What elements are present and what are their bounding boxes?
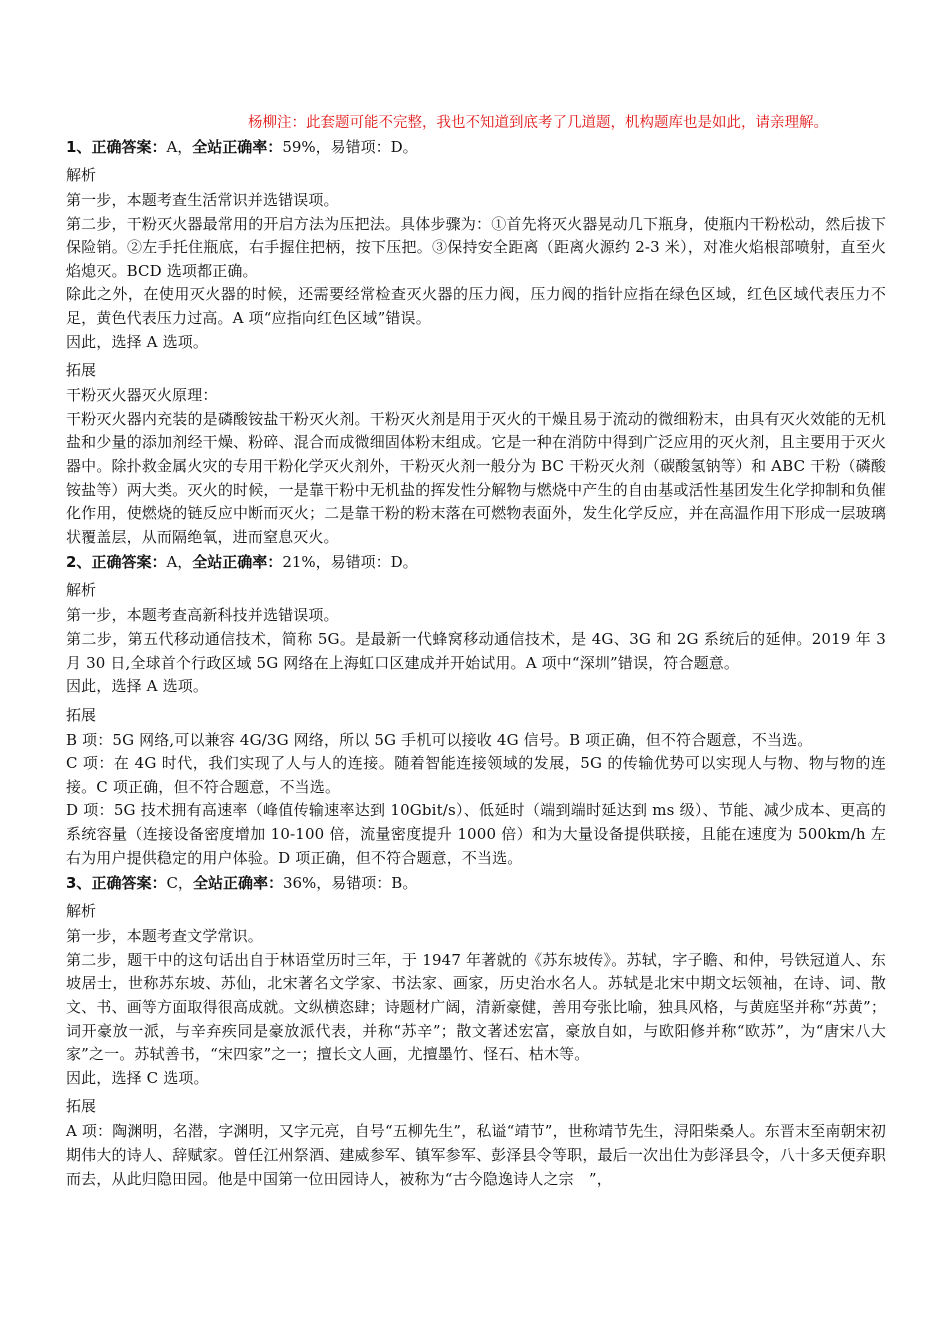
extend-paragraph: D 项：5G 技术拥有高速率（峰值传输速率达到 10Gbit/s）、低延时（端到端时延达到 ms 级）、节能、减少成本、更高的系统容量（连接设备密度增加 10-100 倍，流量密度提升 1000 倍）和为大量设备提供联接，且能在速度为 500km/h 左右为用户提供稳定的用户体验。D 项正确，但不符合题意，不当选。 [66,801,886,867]
analysis-paragraph: 第一步，本题考查高新科技并选错误项。 [66,606,339,625]
analysis-paragraph: 因此，选择 A 选项。 [66,677,209,696]
extend-paragraph: 干粉灭火器内充装的是磷酸铵盐干粉灭火剂。干粉灭火剂是用于灭火的干燥且易于流动的微细粉末，由具有灭火效能的无机盐和少量的添加剂经干燥、粉碎、混合而成微细固体粉末组成。它是一种在消防中得到广泛应用的灭火剂，且主要用于灭火器中。除扑救金属火灾的专用干粉化学灭火剂外，干粉灭火剂一般分为 BC 干粉灭火剂（碳酸氢钠等）和 ABC 干粉（磷酸铵盐等）两大类。灭火的时候，一是靠干粉中无机盐的挥发性分解物与燃烧中产生的自由基或活性基团发生化学抑制和负催化作用，使燃烧的链反应中断而灭火；二是靠干粉的粉末落在可燃物表面外，发生化学反应，并在高温作用下形成一层玻璃状覆盖层，从而隔绝氧，进而窒息灭火。 [66,409,886,546]
analysis-paragraph: 除此之外，在使用灭火器的时候，还需要经常检查灭火器的压力阀，压力阀的指针应指在绿色区域，红色区域代表压力不足，黄色代表压力过高。A 项“应指向红色区域”错误。 [66,285,886,327]
rate-label: 全站正确率： [192,138,283,156]
answer-label: 正确答案： [91,874,167,893]
extend-label: 拓展 [66,705,97,724]
extend-label: 拓展 [66,1097,97,1116]
rate-label: 全站正确率： [192,553,283,572]
question-header [66,135,886,159]
rate-label: 全站正确率： [192,874,283,893]
answer-value: A， [166,553,193,572]
editor-note: 杨柳注：此套题可能不完整，我也不知道到底考了几道题，机构题库也是如此，请亲理解。 [248,115,828,131]
answer-value: C， [166,874,193,893]
extend-paragraph: C 项：在 4G 时代，我们实现了人与人的连接。随着智能连接领域的发展，5G 的传输优势可以实现人与物、物与物的连接。C 项正确，但不符合题意，不当选。 [66,754,886,796]
extend-paragraph: 干粉灭火器灭火原理： [66,386,218,405]
analysis-label: 解析 [66,166,97,184]
analysis-label: 解析 [66,902,97,921]
extend-paragraph: B 项：5G 网络,可以兼容 4G/3G 网络，所以 5G 手机可以接收 4G 信号。B 项正确，但不符合题意，不当选。 [66,730,813,749]
question-2 [66,550,886,870]
analysis-paragraph: 因此，选择 A 选项。 [66,332,209,351]
answer-value: A， [166,138,193,156]
question-number: 2、 [66,553,92,572]
extend-paragraph: A 项：陶渊明，名潜，字渊明，又字元亮，自号“五柳先生”，私谥“靖节”，世称靖节先生，浔阳柴桑人。东晋末至南朝宋初期伟大的诗人、辞赋家。曾任江州祭酒、建威参军、镇军参军、彭泽县令等职，最后一次出仕为彭泽县令，八十多天便弃职而去，从此归隐田园。他是中国第一位田园诗人，被称为“古今隐逸诗人之宗 ”， [66,1122,886,1188]
extend-label: 拓展 [66,361,97,380]
document-page [66,112,886,1191]
answer-label: 正确答案： [91,553,167,572]
rate-value: 21%，易错项：D。 [282,553,418,572]
analysis-paragraph: 第二步，题干中的这句话出自于林语堂历时三年，于 1947 年著就的《苏东坡传》。苏轼，字子瞻、和仲，号铁冠道人、东坡居士，世称苏东坡、苏仙，北宋著名文学家、书法家、画家，历史治水名人。苏轼是北宋中期文坛领袖，在诗、词、散文、书、画等方面取得很高成就。文纵横恣肆；诗题材广阔，清新豪健，善用夸张比喻，独具风格，与黄庭坚并称“苏黄”；词开豪放一派，与辛弃疾同是豪放派代表，并称“苏辛”；散文著述宏富，豪放自如，与欧阳修并称“欧苏”，为“唐宋八大家”之一。苏轼善书，“宋四家”之一；擅长文人画，尤擅墨竹、怪石、枯木等。 [66,950,886,1064]
analysis-label: 解析 [66,581,97,600]
question-number: 1、 [66,138,92,156]
analysis-paragraph: 因此，选择 C 选项。 [66,1068,209,1087]
rate-value: 36%，易错项：B。 [282,874,418,893]
answer-label: 正确答案： [91,138,167,156]
question-header [66,871,886,895]
rate-value: 59%，易错项：D。 [282,138,418,156]
analysis-paragraph: 第一步，本题考查文学常识。 [66,927,263,946]
analysis-paragraph: 第二步，干粉灭火器最常用的开启方法为压把法。具体步骤为：①首先将灭火器晃动几下瓶身，使瓶内干粉松动，然后拔下保险销。②左手托住瓶底，右手握住把柄，按下压把。③保持安全距离（距离火源约 2-3 米），对准火焰根部喷射，直至火焰熄灭。BCD 选项都正确。 [66,214,886,280]
analysis-paragraph: 第二步，第五代移动通信技术，简称 5G。是最新一代蜂窝移动通信技术，是 4G、3G 和 2G 系统后的延伸。2019 年 3 月 30 日,全球首个行政区域 5G 网络在上海虹口区建成并开始试用。A 项中“深圳”错误，符合题意。 [66,629,886,672]
question-3 [66,871,886,1191]
question-number: 3、 [66,874,92,893]
analysis-paragraph: 第一步，本题考查生活常识并选错误项。 [66,191,339,209]
question-1 [66,135,886,549]
question-header [66,550,886,574]
